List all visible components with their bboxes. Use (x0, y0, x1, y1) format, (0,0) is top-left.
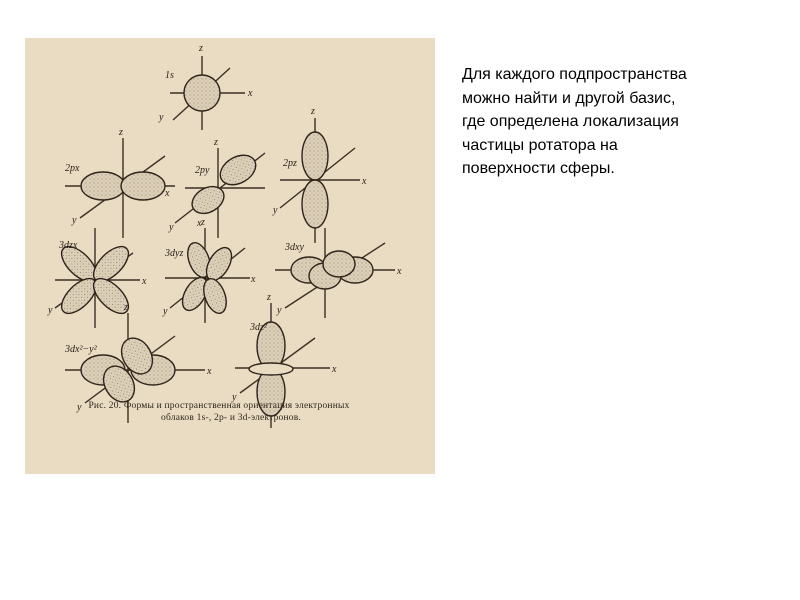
svg-text:z: z (124, 302, 128, 313)
svg-text:z: z (214, 137, 218, 148)
label-3dzx: 3dzx (59, 240, 78, 251)
svg-text:y: y (163, 306, 168, 317)
caption-line-2: облаков 1s-, 2p- и 3d-электронов. (161, 413, 301, 423)
orbital-2pz (272, 106, 367, 243)
svg-text:x: x (362, 176, 367, 187)
svg-text:x: x (165, 188, 170, 199)
orbital-2px (65, 127, 175, 238)
svg-text:y: y (232, 392, 237, 403)
figure-caption (34, 400, 404, 424)
svg-text:x: x (142, 276, 147, 287)
orbital-3dzx (47, 228, 147, 328)
svg-text:y: y (159, 112, 164, 123)
orbital-1s (158, 43, 253, 130)
label-1s: 1s (165, 70, 174, 81)
side-text: Для каждого подпространства можно найти и другой базис, где определена локализация частицы ротатора на поверхности сферы. (462, 66, 687, 177)
label-3dxy: 3dxy (285, 242, 304, 253)
svg-text:x: x (251, 274, 256, 285)
svg-text:y: y (77, 402, 82, 413)
svg-text:z: z (311, 106, 315, 117)
orbital-3dxy (275, 228, 402, 318)
orbital-2py (168, 137, 265, 238)
svg-text:y: y (273, 205, 278, 216)
svg-text:y: y (169, 222, 174, 233)
svg-text:y: y (72, 215, 77, 226)
label-2pz: 2pz (283, 158, 297, 169)
svg-text:x: x (248, 88, 253, 99)
scanned-figure (25, 38, 435, 474)
svg-text:z: z (119, 127, 123, 138)
label-3dx2-y2: 3dx²−y² (65, 344, 97, 355)
orbital-3dyz (162, 217, 256, 323)
label-3dyz: 3dyz (165, 248, 184, 259)
svg-text:z: z (201, 217, 205, 228)
svg-text:x: x (332, 364, 337, 375)
svg-text:y: y (48, 305, 53, 316)
caption-line-1: Рис. 20. Формы и пространственная ориентация электронных (88, 401, 350, 411)
label-3dz2: 3dz² (250, 322, 267, 333)
svg-text:x: x (397, 266, 402, 277)
svg-text:z: z (199, 43, 203, 54)
svg-text:y: y (277, 305, 282, 316)
svg-text:x: x (207, 366, 212, 377)
label-2py: 2py (195, 165, 210, 176)
label-2px: 2px (65, 163, 80, 174)
svg-text:z: z (267, 292, 271, 303)
svg-text:x: x (197, 218, 202, 229)
